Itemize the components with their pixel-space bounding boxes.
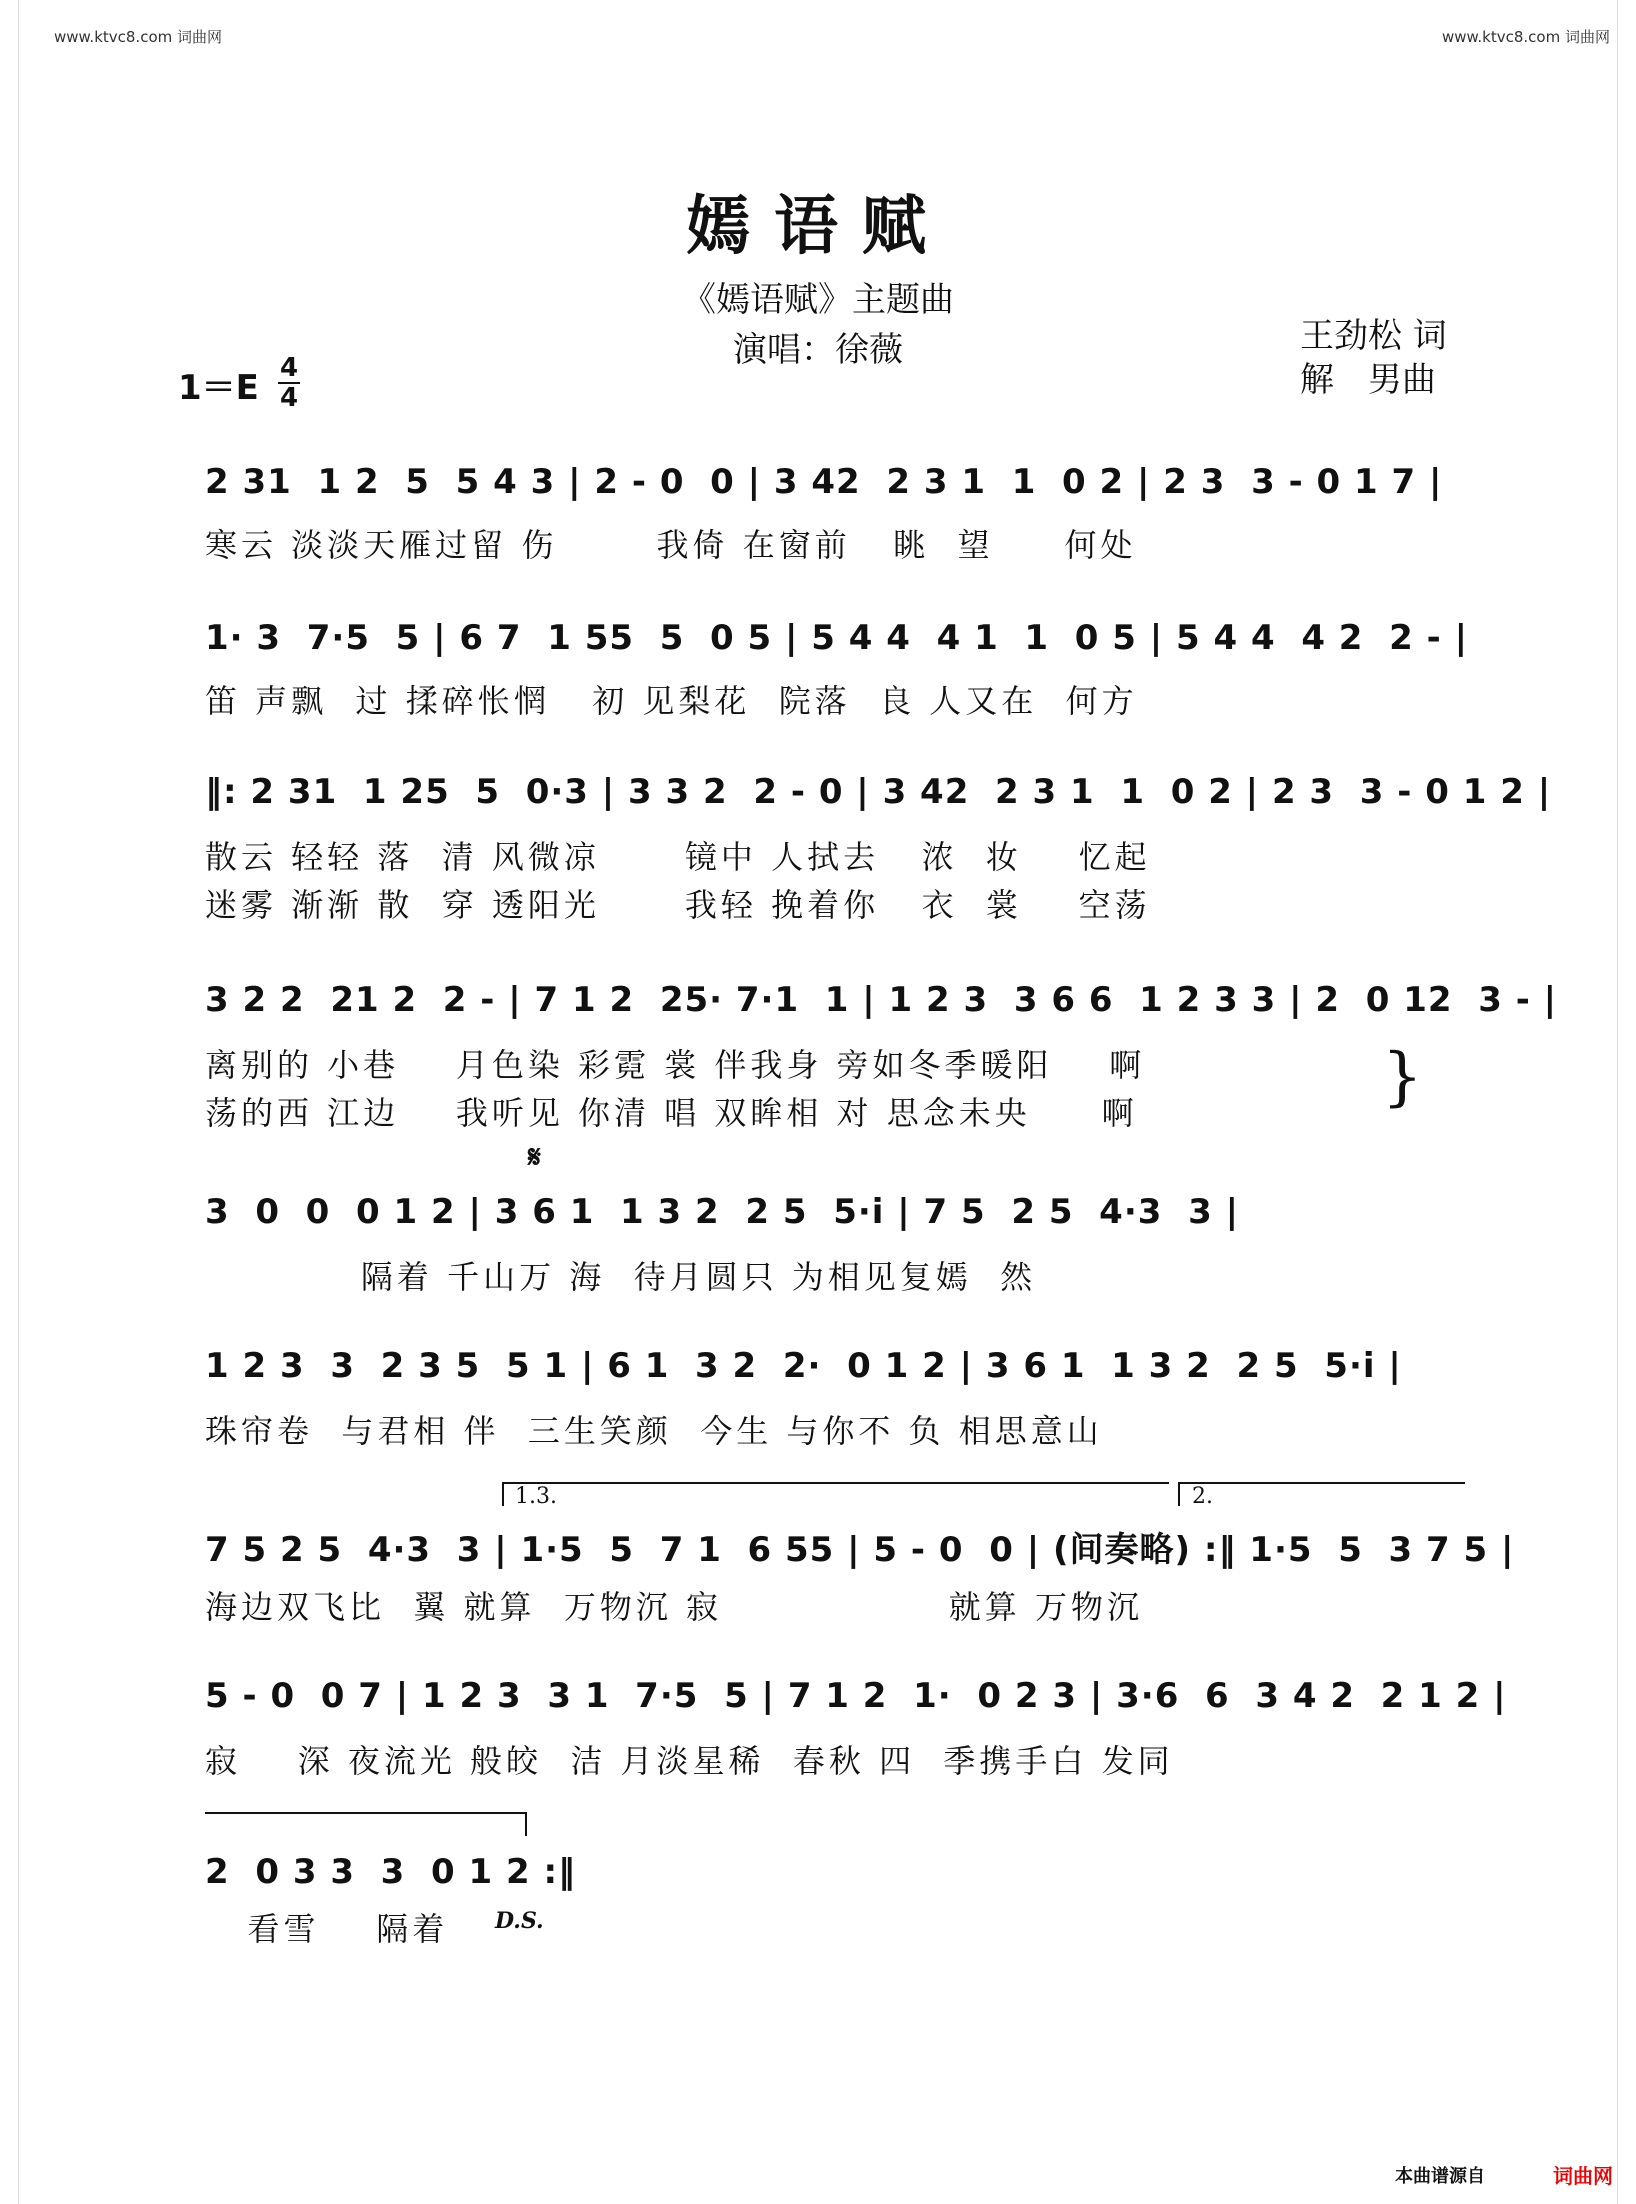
notes-line-9: 2 0 3 3 3 0 1 2 :‖ xyxy=(205,1852,577,1892)
volta-bracket-end xyxy=(205,1812,527,1836)
footer-site-name: 词曲网 xyxy=(1553,2164,1613,2188)
ds-marking: D.S. xyxy=(495,1908,544,1934)
volta-1-label: 1.3. xyxy=(515,1484,557,1509)
notes-line-7: 7 5 2 5 4·3 3 | 1·5 5 7 1 6 55 | 5 - 0 0 | (间奏略) :‖ 1·5 5 3 7 5 | xyxy=(205,1530,1515,1570)
volta-bracket-1 xyxy=(502,1482,1169,1506)
time-top: 4 xyxy=(279,353,299,383)
lyrics-line-7: 海边双飞比 翼 就算 万物沉 寂 就算 万物沉 xyxy=(205,1588,1143,1626)
notes-line-3: ‖: 2 31 1 25 5 0·3 | 3 3 2 2 - 0 | 3 42 2 3 1 1 0 2 | 2 3 3 - 0 1 2 | xyxy=(205,772,1552,812)
lyrics-line-4b: 荡的西 江边 我听见 你清 唱 双眸相 对 思念未央 啊 xyxy=(205,1094,1138,1132)
lyrics-line-8: 寂 深 夜流光 般皎 洁 月淡星稀 春秋 四 季携手白 发同 xyxy=(205,1742,1174,1780)
lyrics-line-6: 珠帘卷 与君相 伴 三生笑颜 今生 与你不 负 相思意山 xyxy=(205,1412,1103,1450)
song-subtitle: 《嫣语赋》主题曲 xyxy=(682,280,954,320)
footer-source-label: 本曲谱源自 xyxy=(1395,2166,1485,2187)
watermark-left: www.ktvc8.com 词曲网 xyxy=(54,28,223,46)
composer-credit: 解 男曲 xyxy=(1300,360,1436,400)
lyrics-line-3b: 迷雾 渐渐 散 穿 透阳光 我轻 挽着你 衣 裳 空荡 xyxy=(205,886,1151,924)
lyrics-line-4a: 离别的 小巷 月色染 彩霓 裳 伴我身 旁如冬季暖阳 啊 xyxy=(205,1046,1146,1084)
singer: 演唱：徐薇 xyxy=(733,330,903,370)
lyrics-line-9: 看雪 隔着 xyxy=(205,1910,449,1948)
brace: } xyxy=(1382,1040,1423,1114)
notes-line-4: 3 2 2 21 2 2 - | 7 1 2 25· 7·1 1 | 1 2 3 3 6 6 1 2 3 3 | 2 0 12 3 - | xyxy=(205,980,1558,1020)
key-signature: 1＝E xyxy=(178,368,259,408)
notes-line-8: 5 - 0 0 7 | 1 2 3 3 1 7·5 5 | 7 1 2 1· 0 2 3 | 3·6 6 3 4 2 2 1 2 | xyxy=(205,1676,1507,1716)
notes-line-1: 2 31 1 2 5 5 4 3 | 2 - 0 0 | 3 42 2 3 1 1 0 2 | 2 3 3 - 0 1 7 | xyxy=(205,462,1443,502)
song-title: 嫣语赋 xyxy=(686,189,950,264)
lyrics-line-2: 笛 声飘 过 揉碎怅惘 初 见梨花 院落 良 人又在 何方 xyxy=(205,682,1138,720)
volta-bracket-2 xyxy=(1178,1482,1465,1506)
time-bottom: 4 xyxy=(279,383,299,413)
segno-sign: 𝄋 xyxy=(528,1140,541,1175)
volta-2-label: 2. xyxy=(1192,1484,1213,1509)
lyrics-line-1: 寒云 淡淡天雁过留 伤 我倚 在窗前 眺 望 何处 xyxy=(205,526,1137,564)
notes-line-6: 1 2 3 3 2 3 5 5 1 | 6 1 3 2 2· 0 1 2 | 3 6 1 1 3 2 2 5 5·i | xyxy=(205,1346,1402,1386)
notes-line-2: 1· 3 7·5 5 | 6 7 1 55 5 0 5 | 5 4 4 4 1 1 0 5 | 5 4 4 4 2 2 - | xyxy=(205,618,1468,658)
lyricist-credit: 王劲松 词 xyxy=(1300,316,1447,356)
lyrics-line-3a: 散云 轻轻 落 清 风微凉 镜中 人拭去 浓 妆 忆起 xyxy=(205,838,1151,876)
notes-line-5: 3 0 0 0 1 2 | 3 6 1 1 3 2 2 5 5·i | 7 5 2 5 4·3 3 | xyxy=(205,1192,1239,1232)
time-signature xyxy=(278,355,300,411)
lyrics-line-5: 隔着 千山万 海 待月圆只 为相见复嫣 然 xyxy=(205,1258,1037,1296)
watermark-right: www.ktvc8.com 词曲网 xyxy=(1441,28,1610,46)
